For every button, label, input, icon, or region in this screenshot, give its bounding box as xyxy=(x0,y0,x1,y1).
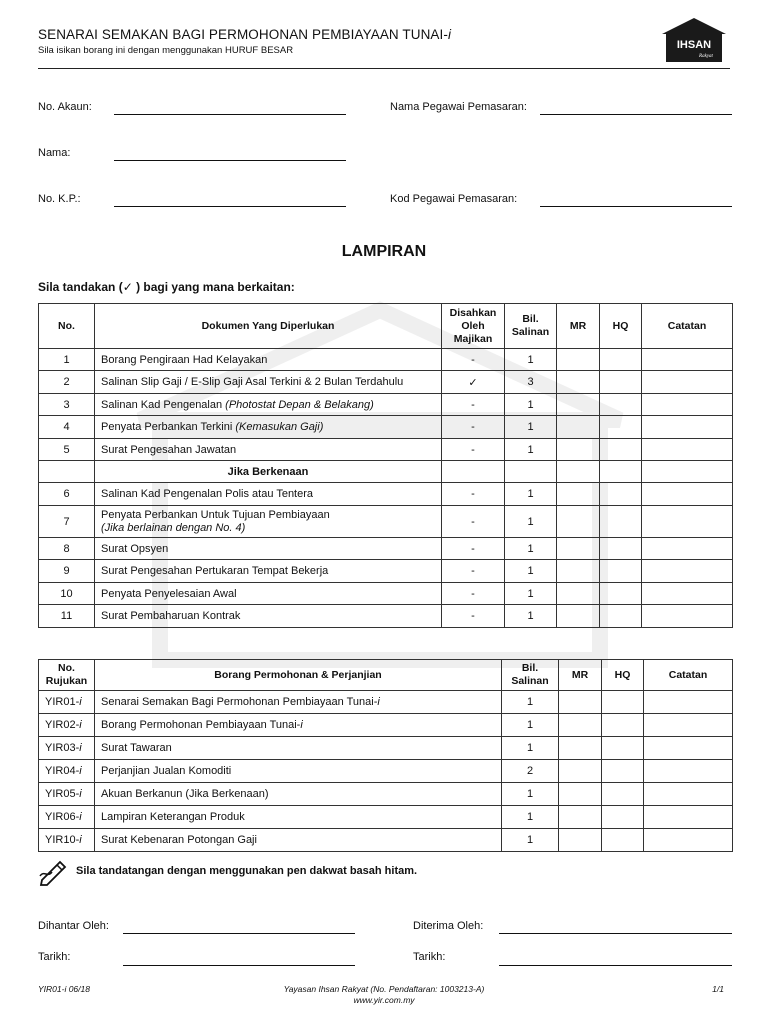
col-header-dokumen: Dokumen Yang Diperlukan xyxy=(95,304,442,349)
row-hq-cell[interactable] xyxy=(600,349,642,371)
row-document: Penyata Perbankan Untuk Tujuan Pembiayaan (Jika berlainan dengan No. 4) xyxy=(95,506,442,538)
row-document: Penyata Perbankan Terkini (Kemasukan Gaji) xyxy=(95,416,442,439)
table-row xyxy=(39,605,733,628)
row-bil: 1 xyxy=(502,691,559,714)
tarikh-terima-label: Tarikh: xyxy=(413,951,446,963)
nama-pegawai-field[interactable] xyxy=(540,114,732,115)
row-catatan-cell[interactable] xyxy=(644,783,733,806)
col-header-mr: MR xyxy=(557,304,600,349)
row-document: Surat Opsyen xyxy=(95,538,442,560)
row-mr-cell[interactable] xyxy=(557,506,600,538)
row-mr-cell[interactable] xyxy=(557,394,600,416)
row-hq-cell[interactable] xyxy=(602,737,644,760)
row-mr-cell[interactable] xyxy=(559,737,602,760)
row-majikan: - xyxy=(442,439,505,461)
row-mr-cell[interactable] xyxy=(557,439,600,461)
row-document: Surat Pengesahan Pertukaran Tempat Bekerja xyxy=(95,560,442,583)
category-row xyxy=(39,461,733,483)
row-no: 4 xyxy=(39,416,95,439)
table-row xyxy=(39,506,733,538)
row-majikan: - xyxy=(442,483,505,506)
dihantar-field[interactable] xyxy=(123,933,355,934)
row-mr-cell[interactable] xyxy=(559,691,602,714)
row-no: 3 xyxy=(39,394,95,416)
row-bil: 1 xyxy=(502,829,559,852)
row-mr-cell[interactable] xyxy=(559,806,602,829)
tarikh-terima-field[interactable] xyxy=(499,965,732,966)
row-catatan-cell[interactable] xyxy=(642,439,733,461)
row-catatan-cell[interactable] xyxy=(642,506,733,538)
row-catatan-cell[interactable] xyxy=(642,483,733,506)
table-row xyxy=(39,714,733,737)
row-bil: 1 xyxy=(505,560,557,583)
table-row xyxy=(39,483,733,506)
row-document: Perjanjian Jualan Komoditi xyxy=(95,760,502,783)
row-bil: 1 xyxy=(502,783,559,806)
nama-field[interactable] xyxy=(114,160,346,161)
kod-pegawai-label: Kod Pegawai Pemasaran: xyxy=(390,193,518,205)
row-catatan-cell[interactable] xyxy=(644,806,733,829)
header-divider xyxy=(38,68,730,69)
row-hq-cell[interactable] xyxy=(600,371,642,394)
row-ref: YIR10-i xyxy=(39,829,95,852)
row-catatan-cell[interactable] xyxy=(642,605,733,628)
row-document: Borang Pengiraan Had Kelayakan xyxy=(95,349,442,371)
row-document: Surat Kebenaran Potongan Gaji xyxy=(95,829,502,852)
row-mr-cell[interactable] xyxy=(557,483,600,506)
row-mr-cell[interactable] xyxy=(559,783,602,806)
row-ref: YIR01-i xyxy=(39,691,95,714)
tarikh-hantar-label: Tarikh: xyxy=(38,951,71,963)
row-document: Surat Tawaran xyxy=(95,737,502,760)
row-catatan-cell[interactable] xyxy=(642,394,733,416)
row-bil: 1 xyxy=(502,806,559,829)
row-ref: YIR06-i xyxy=(39,806,95,829)
row-bil: 1 xyxy=(505,439,557,461)
row-document: Akuan Berkanun (Jika Berkenaan) xyxy=(95,783,502,806)
form-subtitle: Sila isikan borang ini dengan menggunakan HURUF BESAR xyxy=(38,45,294,56)
ihsan-logo xyxy=(660,16,728,64)
row-catatan-cell[interactable] xyxy=(644,737,733,760)
row-mr-cell[interactable] xyxy=(557,416,600,439)
row-majikan: - xyxy=(442,506,505,538)
row-bil: 2 xyxy=(502,760,559,783)
svg-text:Rakyat: Rakyat xyxy=(699,54,713,59)
row-ref: YIR03-i xyxy=(39,737,95,760)
row-bil: 1 xyxy=(505,605,557,628)
svg-text:IHSAN: IHSAN xyxy=(676,39,712,51)
row-hq-cell[interactable] xyxy=(602,783,644,806)
row-no: 1 xyxy=(39,349,95,371)
row-no: 8 xyxy=(39,538,95,560)
row-bil: 1 xyxy=(505,349,557,371)
dihantar-label: Dihantar Oleh: xyxy=(38,920,109,932)
row-document: Lampiran Keterangan Produk xyxy=(95,806,502,829)
row-catatan-cell[interactable] xyxy=(642,371,733,394)
row-hq-cell[interactable] xyxy=(600,416,642,439)
tarikh-hantar-field[interactable] xyxy=(123,965,355,966)
row-bil: 1 xyxy=(505,506,557,538)
row-no: 9 xyxy=(39,560,95,583)
row-bil: 1 xyxy=(502,714,559,737)
row-no: 11 xyxy=(39,605,95,628)
row-mr-cell[interactable] xyxy=(557,560,600,583)
row-no: 7 xyxy=(39,506,95,538)
row-bil: 1 xyxy=(502,737,559,760)
row-bil: 1 xyxy=(505,416,557,439)
table-row xyxy=(39,349,733,371)
row-mr-cell[interactable] xyxy=(559,714,602,737)
table-row xyxy=(39,691,733,714)
forms-table xyxy=(38,659,733,852)
row-hq-cell[interactable] xyxy=(600,583,642,605)
col-header-rujukan: No. Rujukan xyxy=(39,660,95,691)
row-no: 10 xyxy=(39,583,95,605)
row-majikan: - xyxy=(442,349,505,371)
table-row xyxy=(39,829,733,852)
sign-note: Sila tandatangan dengan menggunakan pen dakwat basah hitam. xyxy=(38,856,417,886)
table-row xyxy=(39,760,733,783)
col-header-no: No. xyxy=(39,304,95,349)
col-header-hq: HQ xyxy=(600,304,642,349)
row-hq-cell[interactable] xyxy=(600,605,642,628)
row-no: 6 xyxy=(39,483,95,506)
row-hq-cell[interactable] xyxy=(600,538,642,560)
nama-label: Nama: xyxy=(38,147,71,159)
table-row xyxy=(39,394,733,416)
row-document: Salinan Slip Gaji / E-Slip Gaji Asal Terkini & 2 Bulan Terdahulu xyxy=(95,371,442,394)
row-mr-cell[interactable] xyxy=(557,349,600,371)
row-hq-cell[interactable] xyxy=(600,439,642,461)
row-document: Salinan Kad Pengenalan Polis atau Tentera xyxy=(95,483,442,506)
row-bil: 1 xyxy=(505,538,557,560)
row-document: Surat Pembaharuan Kontrak xyxy=(95,605,442,628)
row-catatan-cell[interactable] xyxy=(644,691,733,714)
col-header-catatan: Catatan xyxy=(642,304,733,349)
row-bil: 1 xyxy=(505,583,557,605)
row-ref: YIR02-i xyxy=(39,714,95,737)
table-row xyxy=(39,538,733,560)
row-no: 5 xyxy=(39,439,95,461)
row-mr-cell[interactable] xyxy=(557,605,600,628)
row-ref: YIR04-i xyxy=(39,760,95,783)
row-majikan: - xyxy=(442,416,505,439)
row-majikan: - xyxy=(442,394,505,416)
row-mr-cell[interactable] xyxy=(559,760,602,783)
table-row xyxy=(39,416,733,439)
row-bil: 1 xyxy=(505,394,557,416)
row-majikan: - xyxy=(442,538,505,560)
row-hq-cell[interactable] xyxy=(602,691,644,714)
row-catatan-cell[interactable] xyxy=(644,714,733,737)
kod-pegawai-field[interactable] xyxy=(540,206,732,207)
col-header-mr: MR xyxy=(559,660,602,691)
row-catatan-cell[interactable] xyxy=(644,829,733,852)
table-row xyxy=(39,583,733,605)
nama-pegawai-label: Nama Pegawai Pemasaran: xyxy=(390,101,527,113)
no-kp-field[interactable] xyxy=(114,206,346,207)
row-hq-cell[interactable] xyxy=(602,829,644,852)
row-hq-cell[interactable] xyxy=(600,394,642,416)
footer-page: 1/1 xyxy=(712,984,724,994)
row-document: Senarai Semakan Bagi Permohonan Pembiayaan Tunai-i xyxy=(95,691,502,714)
row-hq-cell[interactable] xyxy=(600,506,642,538)
footer-form-code: YIR01-i 06/18 xyxy=(38,984,90,994)
row-majikan: - xyxy=(442,605,505,628)
row-document: Penyata Penyelesaian Awal xyxy=(95,583,442,605)
col-header-catatan: Catatan xyxy=(644,660,733,691)
no-akaun-field[interactable] xyxy=(114,114,346,115)
footer-org: Yayasan Ihsan Rakyat (No. Pendaftaran: 1003213-A) www.yir.com.my xyxy=(283,984,485,1005)
table-row xyxy=(39,806,733,829)
row-majikan: - xyxy=(442,560,505,583)
row-mr-cell[interactable] xyxy=(557,371,600,394)
form-title: SENARAI SEMAKAN BAGI PERMOHONAN PEMBIAYAAN TUNAI-i xyxy=(38,27,452,42)
row-hq-cell[interactable] xyxy=(602,760,644,783)
row-document: Salinan Kad Pengenalan (Photostat Depan & Belakang) xyxy=(95,394,442,416)
row-catatan-cell[interactable] xyxy=(642,560,733,583)
row-bil: 3 xyxy=(505,371,557,394)
row-hq-cell[interactable] xyxy=(602,714,644,737)
row-catatan-cell[interactable] xyxy=(642,583,733,605)
row-catatan-cell[interactable] xyxy=(642,349,733,371)
no-kp-label: No. K.P.: xyxy=(38,193,81,205)
row-catatan-cell[interactable] xyxy=(642,538,733,560)
diterima-label: Diterima Oleh: xyxy=(413,920,484,932)
row-catatan-cell[interactable] xyxy=(642,416,733,439)
section-title: LAMPIRAN xyxy=(341,243,427,260)
diterima-field[interactable] xyxy=(499,933,732,934)
row-mr-cell[interactable] xyxy=(557,538,600,560)
category-label: Jika Berkenaan xyxy=(95,461,442,483)
documents-table xyxy=(38,303,733,628)
row-document: Borang Permohonan Pembiayaan Tunai-i xyxy=(95,714,502,737)
col-header-majikan: Disahkan Oleh Majikan xyxy=(442,304,505,349)
row-bil: 1 xyxy=(505,483,557,506)
col-header-hq: HQ xyxy=(602,660,644,691)
instruction-text: Sila tandakan (✓ ) bagi yang mana berkaitan: xyxy=(38,280,295,294)
row-hq-cell[interactable] xyxy=(600,483,642,506)
col-header-borang: Borang Permohonan & Perjanjian xyxy=(95,660,502,691)
row-document: Surat Pengesahan Jawatan xyxy=(95,439,442,461)
table-row xyxy=(39,737,733,760)
table-row xyxy=(39,371,733,394)
row-catatan-cell[interactable] xyxy=(644,760,733,783)
table-row xyxy=(39,439,733,461)
row-majikan: - xyxy=(442,583,505,605)
col-header-bil: Bil. Salinan xyxy=(502,660,559,691)
pen-signature-icon xyxy=(38,856,70,886)
row-ref: YIR05-i xyxy=(39,783,95,806)
row-majikan: ✓ xyxy=(442,371,505,394)
row-no: 2 xyxy=(39,371,95,394)
table-row xyxy=(39,560,733,583)
row-mr-cell[interactable] xyxy=(559,829,602,852)
col-header-bil: Bil. Salinan xyxy=(505,304,557,349)
row-hq-cell[interactable] xyxy=(600,560,642,583)
row-hq-cell[interactable] xyxy=(602,806,644,829)
row-mr-cell[interactable] xyxy=(557,583,600,605)
table-row xyxy=(39,783,733,806)
no-akaun-label: No. Akaun: xyxy=(38,101,92,113)
